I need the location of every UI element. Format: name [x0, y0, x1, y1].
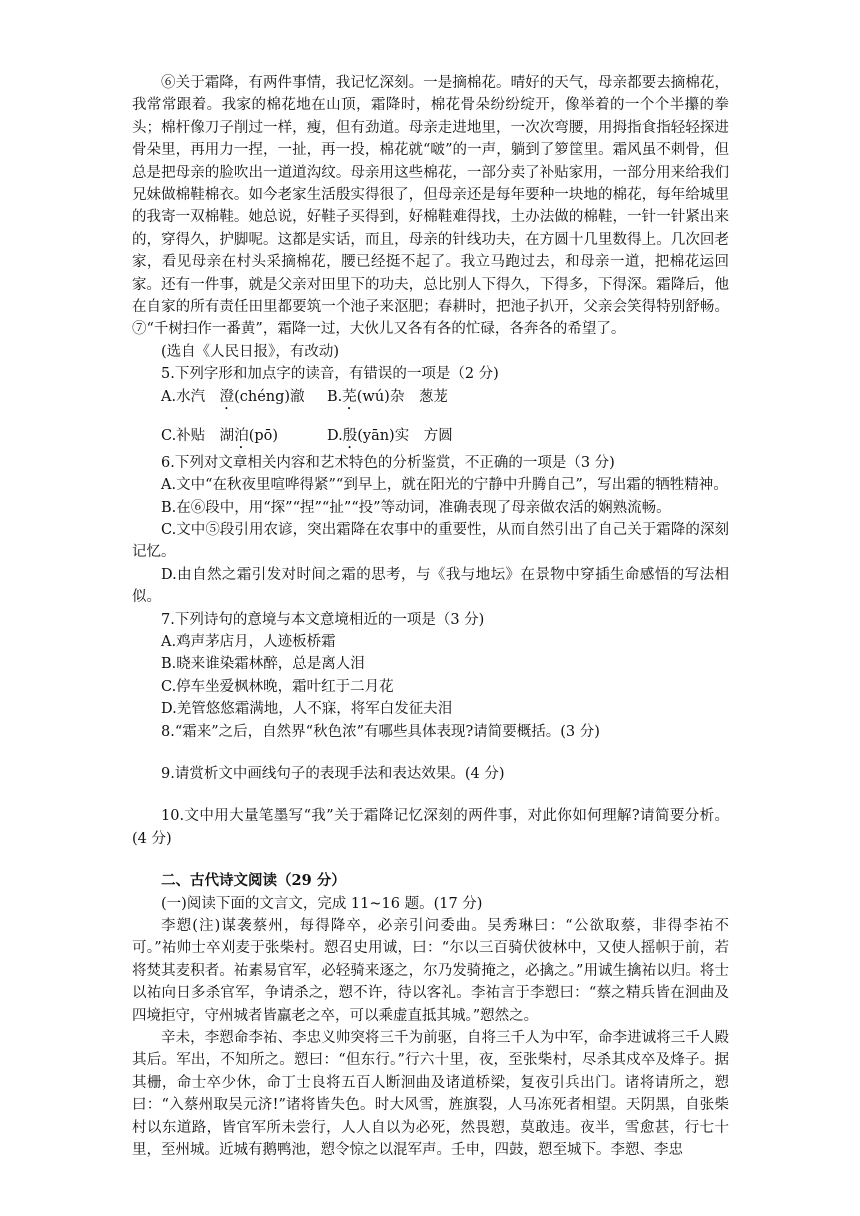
question-7-stem: 7.下列诗句的意境与本文意境相近的一项是（3 分): [161, 611, 485, 628]
question-6-option-c: C.文中⑤段引用农谚，突出霜降在农事中的重要性，从而自然引出了自己关于霜降的深刻记忆。: [132, 521, 729, 561]
subsection-1-title: (一)阅读下面的文言文，完成 11~16 题。(17 分): [161, 895, 483, 912]
question-5-options-ab: [132, 386, 729, 413]
question-5-option-d: D.殷(yān)实 方圆: [327, 427, 453, 444]
page-content: [132, 72, 729, 1161]
emphasized-character: 泊: [234, 427, 249, 444]
question-6-stem: 6.下列对文章相关内容和艺术特色的分析鉴赏，不正确的一项是（3 分): [161, 454, 615, 471]
section-2-title: 二、古代诗文阅读（29 分）: [161, 872, 346, 890]
essay-paragraph-6: ⑥关于霜降，有两件事情，我记忆深刻。一是摘棉花。晴好的天气，母亲都要去摘棉花，我常常跟着。我家的棉花地在山顶，霜降时，棉花骨朵纷纷绽开，像举着的一个个半攥的拳头；棉杆像刀子削过一样，瘦，但有劲道。母亲走进地里，一次次弯腰，用拇指食指轻轻探进骨朵里，再用力一捏，一扯，再一投，棉花就“啵”的一声，躺到了箩筐里。霜风虽不刺骨，但总是把母亲的脸吹出一道道沟纹。母亲用这些棉花，一部分卖了补贴家用，一部分用来给我们兄妹做棉鞋棉衣。如今老家生活殷实得很了，但母亲还是每年要种一块地的棉花，每年给城里的我寄一双棉鞋。她总说，好鞋子买得到，好棉鞋难得找，土办法做的棉鞋，一针一针紧出来的，穿得久，护脚呢。这都是实话，而且，母亲的针线功夫，在方圆十几里数得上。几次回老家，看见母亲在村头采摘棉花，腰已经挺不起了。我立马跑过去，和母亲一道，把棉花运回家。还有一件事，就是父亲对田里下的功夫，总比别人下得久，下得多，下得深。霜降后，他在自家的所有责任田里都要筑一个池子来沤肥；春耕时，把池子扒开，父亲会笑得特别舒畅。⑦“千树扫作一番黄”，霜降一过，大伙儿又各有各的忙碌，各奔各的希望了。: [132, 75, 729, 338]
question-8: 8.“霜来”之后，自然界“秋色浓”有哪些具体表现?请简要概括。(3 分): [161, 723, 600, 740]
question-7-option-a: A.鸡声茅店月，人迹板桥霜: [161, 633, 336, 650]
question-9: 9.请赏析文中画线句子的表现手法和表达效果。(4 分): [161, 765, 505, 782]
question-5-option-a: A.水汽 澄(chéng)澈: [161, 388, 305, 405]
classical-paragraph-2: 辛未，李愬命李祐、李忠义帅突将三千为前驱，自将三千人为中军，命李进诚将三千人殿其后。军出，不知所之。愬曰：“但东行。”行六十里，夜，至张柴村，尽杀其戍卒及烽子。据其栅，命士卒少休，命丁士良将五百人断洄曲及诸道桥梁，复夜引兵出门。诸将请所之，愬曰：“入蔡州取吴元济!”诸将皆失色。时大风雪，旌旗裂，人马冻死者相望。天阴黑，自张柴村以东道路，皆官军所未尝行，人人自以为必死，然畏愬，莫敢违。夜半，雪愈甚，行七十里，至州城。近城有鹅鸭池，愬令惊之以混军声。壬申，四鼓，愬至城下。李愬、李忠: [132, 1030, 729, 1159]
question-5-option-c: C.补贴 湖泊(pō): [161, 427, 279, 444]
classical-paragraph-1: 李愬(注)谋袭蔡州，每得降卒，必亲引问委曲。吴秀琳曰：“公欲取蔡，非得李祐不可。”祐帅士卒刈麦于张柴村。愬召史用诚，曰：“尔以三百骑伏彼林中，又使人摇帜于前，若将焚其麦积者。祐素易官军，必轻骑来逐之，尔乃发骑掩之，必擒之。”用诚生擒祐以归。将士以祐向日多杀官军，争请杀之，愬不许，待以客礼。李祐言于李愬曰：“蔡之精兵皆在洄曲及四境拒守，守州城者皆羸老之卒，可以乘虚直抵其城。”愬然之。: [132, 918, 729, 1024]
emphasized-character: 芜: [342, 388, 357, 405]
question-10: 10.文中用大量笔墨写“我”关于霜降记忆深刻的两件事，对此你如何理解?请简要分析。(4 分): [132, 808, 729, 847]
question-7-option-b: B.晓来谁染霜林醉，总是离人泪: [161, 656, 365, 673]
question-7-option-c: C.停车坐爱枫林晚，霜叶红于二月花: [161, 678, 394, 695]
question-6-option-d: D.由自然之霜引发对时间之霜的思考，与《我与地坛》在景物中穿插生命感悟的写法相似。: [132, 566, 729, 606]
question-6-option-a: A.文中“在秋夜里喧哗得紧”“到早上，就在阳光的宁静中升腾自己”，写出霜的牺牲精神。: [161, 477, 728, 494]
question-7-option-d: D.羌管悠悠霜满地，人不寐，将军白发征夫泪: [161, 701, 453, 718]
source-note: (选自《人民日报》，有改动): [161, 343, 340, 360]
question-6-option-b: B.在⑥段中，用“探”“捏”“扯”“投”等动词，准确表现了母亲做农活的娴熟流畅。: [161, 499, 671, 516]
question-5-stem: 5.下列字形和加点字的读音，有错误的一项是（2 分): [161, 366, 499, 383]
emphasized-character: 澄: [219, 388, 235, 405]
emphasized-character: 殷: [342, 427, 358, 444]
question-5-option-b: B.芜(wú)杂 葱茏: [327, 388, 448, 405]
question-5-options-cd: [132, 425, 729, 452]
